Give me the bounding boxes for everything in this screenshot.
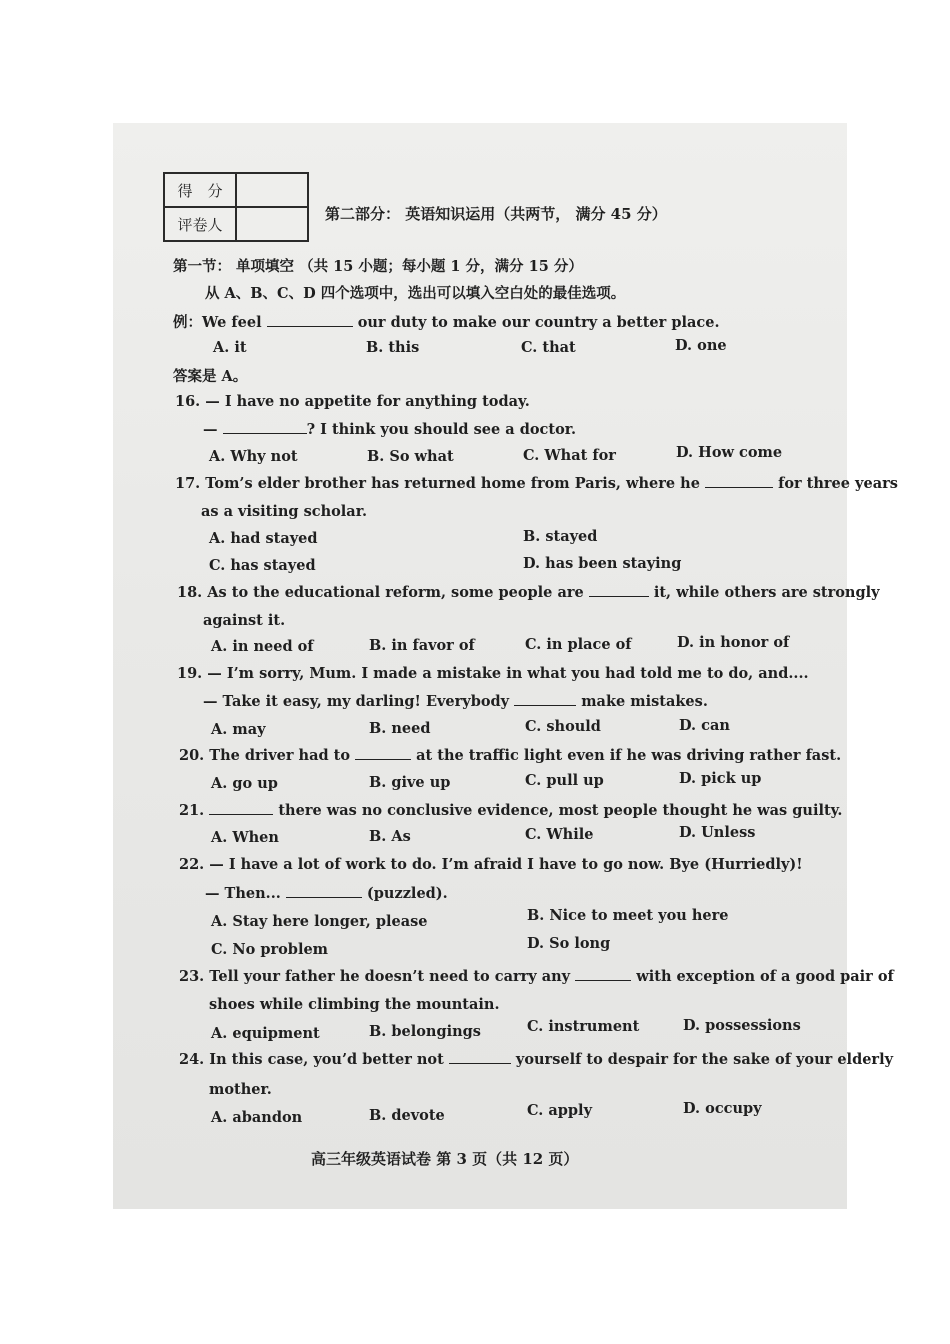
example-option-d: D. one xyxy=(675,337,727,354)
answer-blank xyxy=(449,1051,511,1064)
answer-blank xyxy=(705,475,773,488)
question-19-option-c: C. should xyxy=(525,718,601,735)
question-20-option-c: C. pull up xyxy=(525,772,604,789)
question-23-option-c: C. instrument xyxy=(527,1018,640,1035)
example-option-a: A. it xyxy=(213,339,247,356)
question-19-option-b: B. need xyxy=(369,720,431,737)
example-option-b: B. this xyxy=(366,339,420,356)
question-number: 22. xyxy=(179,856,205,873)
question-24-option-b: B. devote xyxy=(369,1107,445,1124)
question-22-line-2: — Then... (puzzled). xyxy=(205,885,448,902)
question-16-option-d: D. How come xyxy=(676,444,783,461)
question-number: 17. xyxy=(175,475,201,492)
question-number: 20. xyxy=(179,747,205,764)
question-number: 23. xyxy=(179,968,205,985)
question-23-line-1: 23. Tell your father he doesn’t need to carry any with exception of a good pair of xyxy=(179,968,894,985)
question-24-line-1: 24. In this case, you’d better not yourself to despair for the sake of your elderly xyxy=(179,1051,893,1068)
question-number: 21. xyxy=(179,802,205,819)
score-box xyxy=(163,172,309,242)
question-24-option-c: C. apply xyxy=(527,1102,592,1119)
question-19-line-1: 19. — I’m sorry, Mum. I made a mistake in what you had told me to do, and.... xyxy=(177,665,809,682)
page-footer: 高三年级英语试卷 第 3 页（共 12 页） xyxy=(311,1150,579,1168)
example-answer: 答案是 A。 xyxy=(173,368,248,385)
question-21-option-a: A. When xyxy=(211,829,279,846)
question-19-option-a: A. may xyxy=(211,721,266,738)
section-title: 第一节： 单项填空 （共 15 小题；每小题 1 分，满分 15 分） xyxy=(173,258,583,275)
question-17-line-2: as a visiting scholar. xyxy=(201,503,368,520)
question-20-option-a: A. go up xyxy=(211,775,278,792)
answer-blank xyxy=(223,421,307,434)
question-16-option-b: B. So what xyxy=(367,448,454,465)
question-17-option-b: B. stayed xyxy=(523,528,598,545)
question-24-option-d: D. occupy xyxy=(683,1100,762,1117)
question-18-option-d: D. in honor of xyxy=(677,634,790,651)
instruction: 从 A、B、C、D 四个选项中，选出可以填入空白处的最佳选项。 xyxy=(205,285,626,302)
answer-blank xyxy=(267,314,353,327)
score-label: 得 分 xyxy=(164,173,236,207)
example-suffix: our duty to make our country a better place. xyxy=(357,314,720,331)
answer-blank xyxy=(286,885,362,898)
question-18-option-b: B. in favor of xyxy=(369,637,475,654)
question-18-line-1: 18. As to the educational reform, some people are it, while others are strongly xyxy=(177,584,880,601)
question-23-option-d: D. possessions xyxy=(683,1017,801,1034)
part-title: 第二部分： 英语知识运用（共两节， 满分 45 分） xyxy=(325,205,667,223)
question-20-line-1: 20. The driver had to at the traffic light even if he was driving rather fast. xyxy=(179,747,842,764)
question-number: 16. xyxy=(175,393,201,410)
question-22-option-c: C. No problem xyxy=(211,941,329,958)
question-23-option-a: A. equipment xyxy=(211,1025,320,1042)
question-23-option-b: B. belongings xyxy=(369,1023,481,1040)
question-16-option-c: C. What for xyxy=(523,447,616,464)
question-17-line-1: 17. Tom’s elder brother has returned home from Paris, where he for three years xyxy=(175,475,898,492)
answer-blank xyxy=(209,802,273,815)
question-17-option-c: C. has stayed xyxy=(209,557,316,574)
question-18-line-2: against it. xyxy=(203,612,286,629)
question-number: 18. xyxy=(177,584,203,601)
question-18-option-c: C. in place of xyxy=(525,636,632,653)
question-24-option-a: A. abandon xyxy=(211,1109,303,1126)
question-16-option-a: A. Why not xyxy=(209,448,298,465)
example-option-c: C. that xyxy=(521,339,576,356)
answer-blank xyxy=(355,747,411,760)
question-number: 24. xyxy=(179,1051,205,1068)
question-16-line-2: — ? I think you should see a doctor. xyxy=(203,421,577,438)
question-24-line-2: mother. xyxy=(209,1081,272,1098)
example-prefix: 例：We feel xyxy=(173,314,262,331)
grader-cell xyxy=(236,207,308,241)
answer-blank xyxy=(514,693,576,706)
question-22-line-1: 22. — I have a lot of work to do. I’m afraid I have to go now. Bye (Hurriedly)! xyxy=(179,856,803,873)
question-21-option-c: C. While xyxy=(525,826,594,843)
grader-label: 评卷人 xyxy=(164,207,236,241)
answer-blank xyxy=(575,968,631,981)
question-17-option-d: D. has been staying xyxy=(523,555,682,572)
question-23-line-2: shoes while climbing the mountain. xyxy=(209,996,500,1013)
question-21-option-b: B. As xyxy=(369,828,411,845)
question-17-option-a: A. had stayed xyxy=(209,530,318,547)
question-19-option-d: D. can xyxy=(679,717,730,734)
example-stem xyxy=(173,311,720,332)
question-number: 19. xyxy=(177,665,203,682)
question-20-option-b: B. give up xyxy=(369,774,451,791)
question-21-line-1: 21. there was no conclusive evidence, most people thought he was guilty. xyxy=(179,802,843,819)
question-19-line-2: — Take it easy, my darling! Everybody make mistakes. xyxy=(203,693,708,710)
question-21-option-d: D. Unless xyxy=(679,824,756,841)
question-20-option-d: D. pick up xyxy=(679,770,762,787)
question-22-option-b: B. Nice to meet you here xyxy=(527,907,729,924)
exam-page xyxy=(113,123,898,1209)
question-22-option-a: A. Stay here longer, please xyxy=(211,913,428,930)
answer-blank xyxy=(589,584,649,597)
question-22-option-d: D. So long xyxy=(527,935,611,952)
score-cell xyxy=(236,173,308,207)
question-18-option-a: A. in need of xyxy=(211,638,314,655)
question-16-line-1: 16. — I have no appetite for anything today. xyxy=(175,393,530,410)
